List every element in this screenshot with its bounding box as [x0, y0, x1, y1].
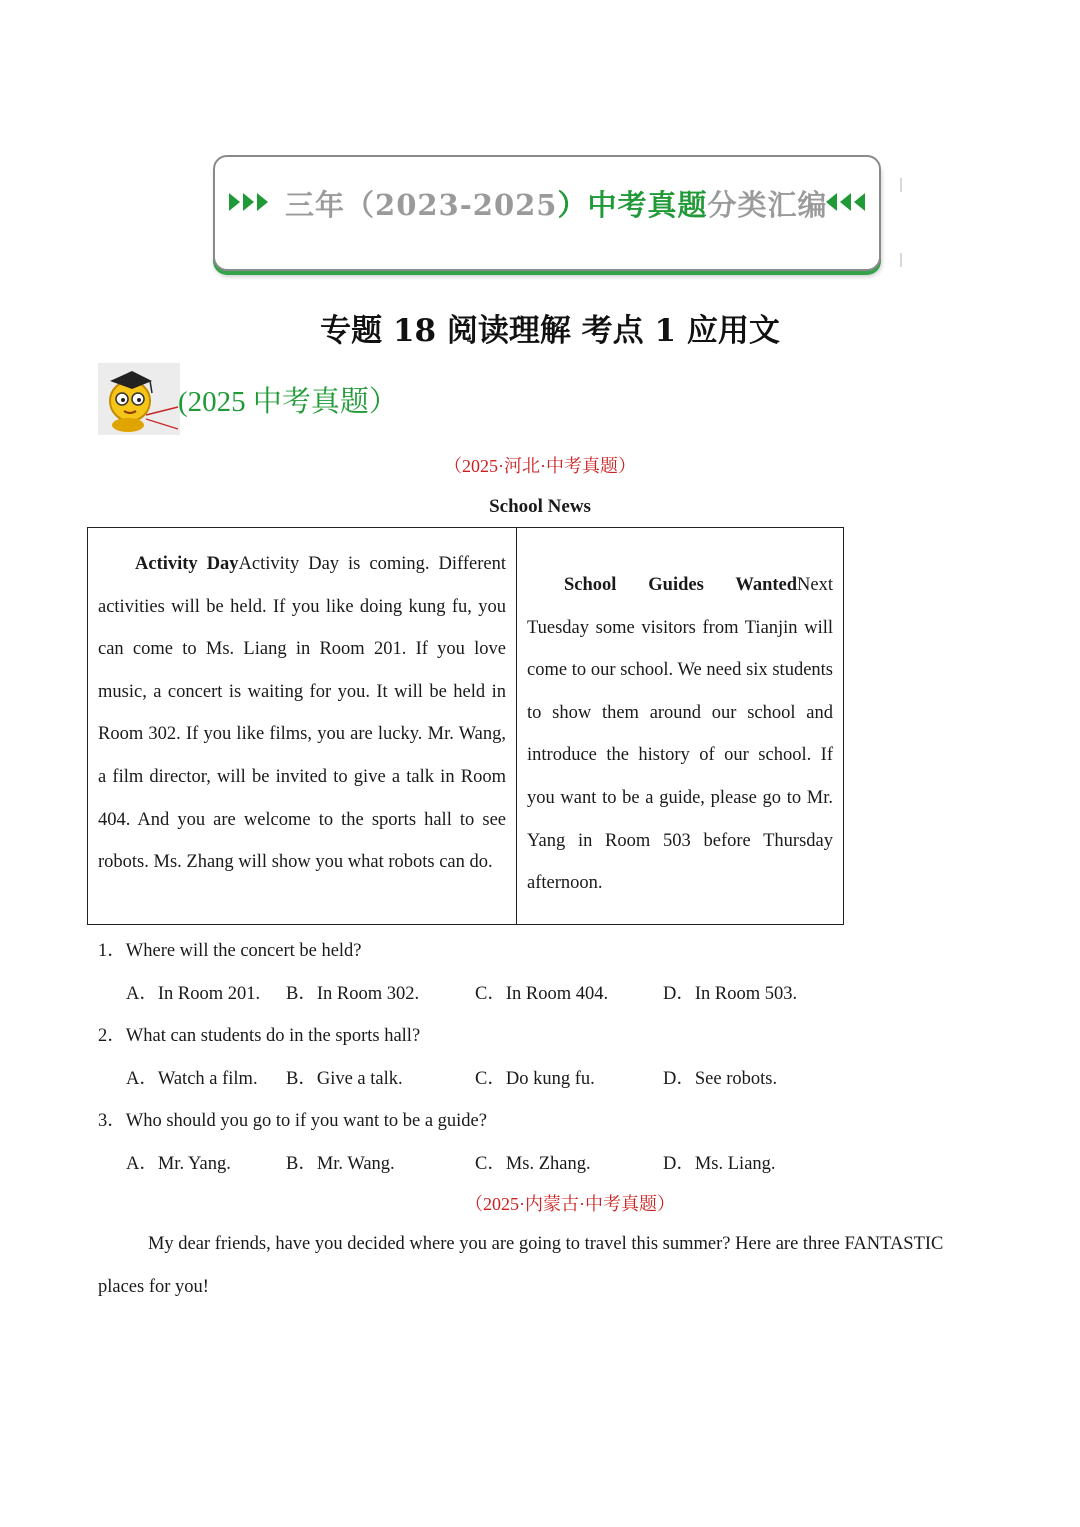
option[interactable]: D．See robots.	[663, 1069, 778, 1089]
right-arrows-icon	[229, 193, 268, 211]
option[interactable]: D．Ms. Liang.	[663, 1154, 776, 1174]
activity-day-cell	[88, 528, 517, 924]
page-title: 专题 18 阅读理解 考点 1 应用文	[320, 313, 780, 349]
option[interactable]: B．Mr. Wang.	[286, 1154, 395, 1174]
scholar-mascot-icon	[98, 363, 180, 435]
question-1: 1．Where will the concert be held?	[98, 941, 362, 961]
option[interactable]: A．Watch a film.	[126, 1069, 258, 1089]
option[interactable]: D．In Room 503.	[663, 984, 798, 1004]
option[interactable]: B．Give a talk.	[286, 1069, 403, 1089]
banner-title: 三年（2023-2025）中考真题分类汇编	[285, 188, 828, 222]
passage-title: School News	[489, 496, 591, 517]
banner-edge-mark	[900, 178, 902, 192]
cell-heading: Activity Day	[135, 554, 239, 574]
left-arrows-icon	[826, 193, 865, 211]
option[interactable]: B．In Room 302.	[286, 984, 420, 1004]
cell-heading: School Guides Wanted	[564, 575, 798, 595]
source-label: （2025·河北·中考真题）	[444, 456, 636, 476]
passage-intro: My dear friends, have you decided where you are going to travel this summer? Here are three FANTASTIC places for you!	[98, 1234, 944, 1297]
source-label: （2025·内蒙古·中考真题）	[465, 1194, 675, 1214]
option[interactable]: A．In Room 201.	[126, 984, 261, 1004]
school-guides-cell	[517, 528, 843, 924]
cell-body: Activity Day is coming. Different activities will be held. If you like doing kung fu, you can come to Ms. Liang in Room 201. If you love music, a concert is waiting for you. It will be held in Room 302. If you like films, you are lucky. Mr. Wang, a film director, will be invited to give a talk in Room 404. And you are welcome to the sports hall to see robots. Ms. Zhang will show you what robots can do.	[98, 554, 506, 873]
title-banner	[213, 155, 881, 271]
banner-edge-mark	[900, 253, 902, 267]
question-3: 3．Who should you go to if you want to be a guide?	[98, 1111, 487, 1131]
option[interactable]: C．In Room 404.	[475, 984, 609, 1004]
school-news-table	[87, 527, 844, 925]
option[interactable]: C．Ms. Zhang.	[475, 1154, 591, 1174]
option[interactable]: A．Mr. Yang.	[126, 1154, 231, 1174]
section-heading: (2025 中考真题）	[178, 386, 398, 418]
option[interactable]: C．Do kung fu.	[475, 1069, 595, 1089]
question-2: 2．What can students do in the sports hall?	[98, 1026, 421, 1046]
cell-body: Next Tuesday some visitors from Tianjin will come to our school. We need six students to show them around our school and introduce the history of our school. If you want to be a guide, please go to Mr. Yang in Room 503 before Thursday afternoon.	[527, 575, 833, 894]
